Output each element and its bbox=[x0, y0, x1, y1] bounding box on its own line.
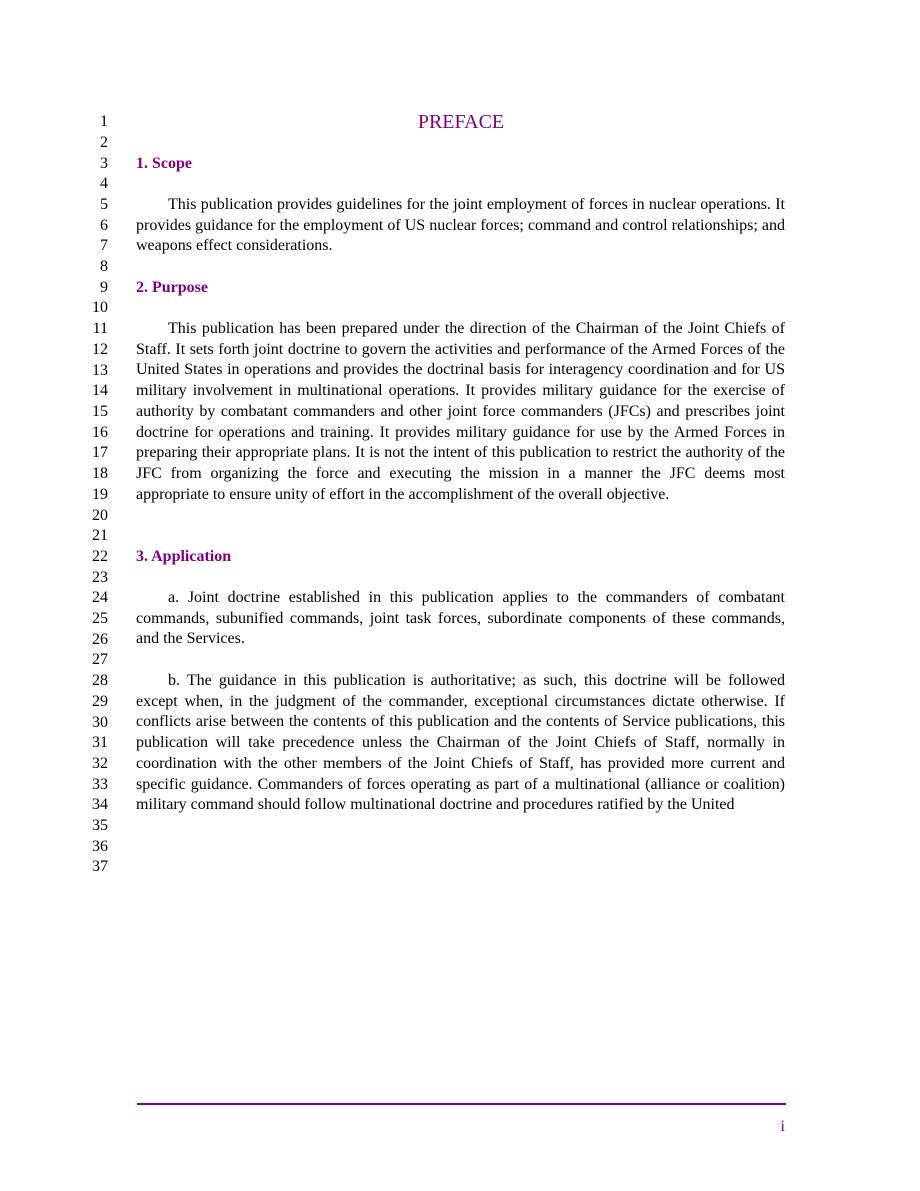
line-number: 5 bbox=[100, 196, 108, 213]
line-number: 7 bbox=[100, 237, 108, 254]
purpose-paragraph: This publication has been prepared under the direction of the Chairman of the Joint Chiefs of Staff. It sets forth joint doctrine to govern the activities and performance of the Armed Forces of the United States in operations and provides the doctrinal basis for interagency coordination and for US military involvement in multinational operations. It provides military guidance for the exercise of authority by combatant commanders and other joint force commanders (JFCs) and prescribes joint doctrine for operations and training. It provides military guidance for use by the Armed Forces in preparing their appropriate plans. It is not the intent of this publication to restrict the authority of the JFC from organizing the force and executing the mission in a manner the JFC deems most appropriate to ensure unity of effort in the accomplishment of the overall objective. bbox=[136, 320, 785, 503]
scope-paragraph: This publication provides guidelines for the joint employment of forces in nuclear operations. It provides guidance for the employment of US nuclear forces; command and control relationships; and weapons effect considerations. bbox=[136, 196, 785, 255]
line-number: 26 bbox=[92, 631, 108, 648]
line-number: 34 bbox=[92, 796, 108, 813]
line-number: 12 bbox=[92, 341, 108, 358]
page-number: i bbox=[780, 1118, 785, 1135]
line-number: 11 bbox=[92, 320, 108, 337]
line-number: 20 bbox=[92, 507, 108, 524]
line-number: 14 bbox=[92, 382, 108, 399]
line-number: 9 bbox=[100, 279, 108, 296]
line-number: 21 bbox=[92, 527, 108, 544]
line-number: 30 bbox=[92, 714, 108, 731]
section-heading-purpose: 2. Purpose bbox=[136, 279, 208, 296]
line-number: 1 bbox=[100, 113, 108, 130]
line-number: 19 bbox=[92, 486, 108, 503]
line-number: 32 bbox=[92, 755, 108, 772]
line-number: 36 bbox=[92, 838, 108, 855]
line-number: 28 bbox=[92, 672, 108, 689]
line-number: 18 bbox=[92, 465, 108, 482]
line-number: 16 bbox=[92, 424, 108, 441]
line-number: 6 bbox=[100, 217, 108, 234]
application-paragraph-b: b. The guidance in this publication is authoritative; as such, this doctrine will be followed except when, in the judgment of the commander, exceptional circumstances dictate otherwise. If conflicts arise between the contents of this publication and the contents of Service publications, this publication will take precedence unless the Chairman of the Joint Chiefs of Staff, normally in coordination with the other members of the Joint Chiefs of Staff, has provided more current and specific guidance. Commanders of forces operating as part of a multinational (alliance or coalition) military command should follow multinational doctrine and procedures ratified by the United bbox=[136, 672, 785, 814]
footer-rule bbox=[137, 1103, 786, 1105]
line-number: 22 bbox=[92, 548, 108, 565]
line-number: 23 bbox=[92, 569, 108, 586]
line-number: 29 bbox=[92, 693, 108, 710]
line-number: 31 bbox=[92, 734, 108, 751]
line-number: 3 bbox=[100, 155, 108, 172]
page-title: PREFACE bbox=[417, 111, 505, 133]
line-number: 24 bbox=[92, 589, 108, 606]
line-number: 33 bbox=[92, 776, 108, 793]
line-number: 17 bbox=[92, 444, 108, 461]
section-heading-application: 3. Application bbox=[136, 548, 232, 565]
application-paragraph-a: a. Joint doctrine established in this publication applies to the commanders of combatant commands, subunified commands, joint task forces, subordinate components of these commands, and the Services. bbox=[136, 589, 785, 648]
line-number: 25 bbox=[92, 610, 108, 627]
line-number: 8 bbox=[100, 258, 108, 275]
line-number: 37 bbox=[92, 858, 108, 875]
line-number: 13 bbox=[92, 362, 108, 379]
line-number: 15 bbox=[92, 403, 108, 420]
line-number: 4 bbox=[100, 175, 108, 192]
line-number: 35 bbox=[92, 817, 108, 834]
line-number: 10 bbox=[92, 299, 108, 316]
section-heading-scope: 1. Scope bbox=[136, 155, 192, 172]
line-number: 27 bbox=[92, 651, 108, 668]
line-number: 2 bbox=[100, 134, 108, 151]
